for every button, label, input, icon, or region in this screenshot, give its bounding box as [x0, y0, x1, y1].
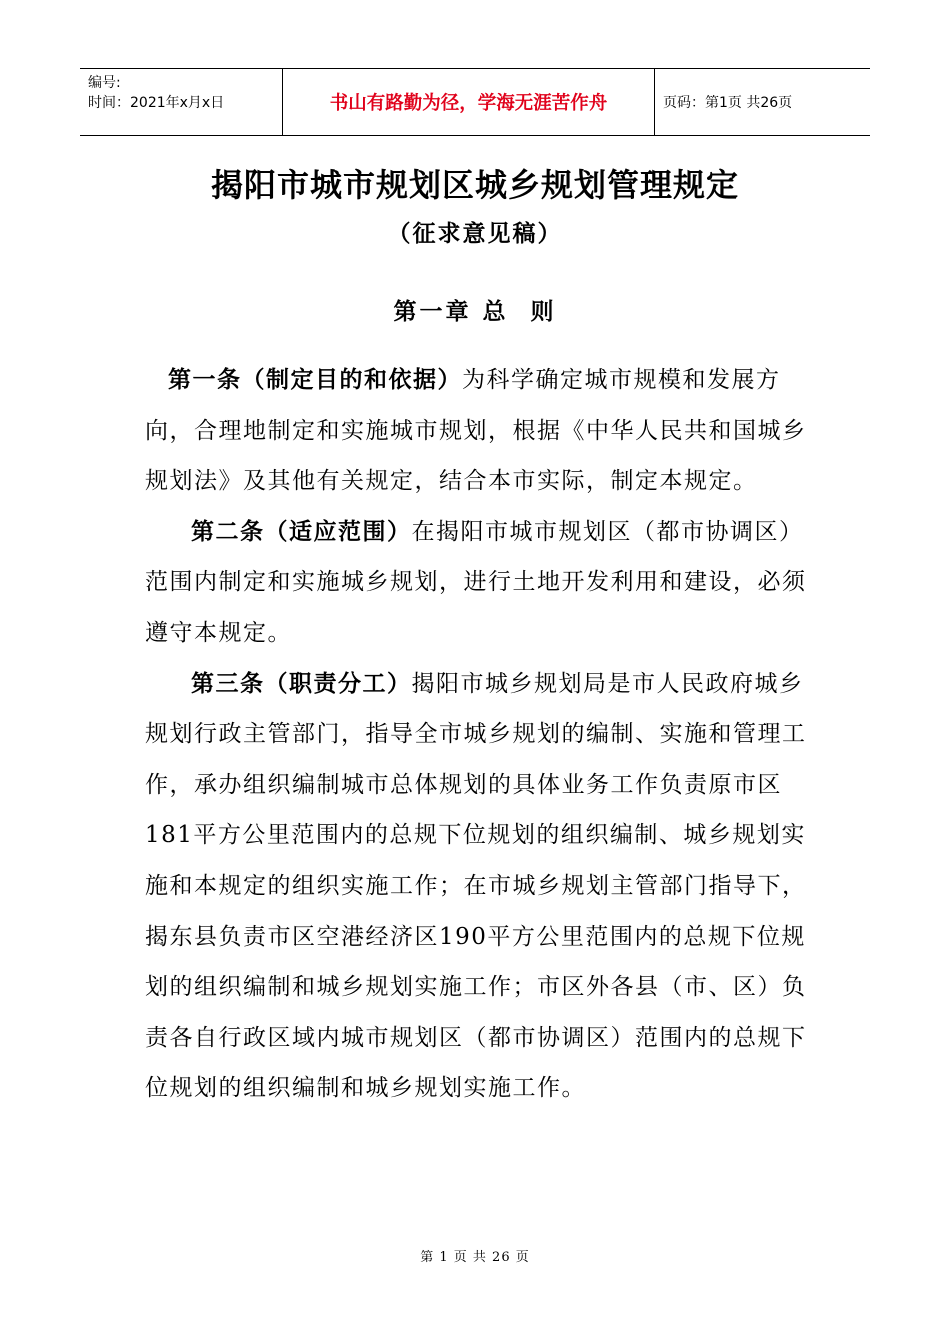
article-heading: 第一条（制定目的和依据） — [168, 367, 462, 393]
article-heading: 第二条（适应范围） — [191, 518, 412, 545]
article-paragraph — [145, 507, 810, 659]
page-header — [80, 68, 870, 136]
document-date: 时间：2021年x月x日 — [88, 95, 225, 111]
header-meta — [80, 69, 282, 135]
article-paragraph — [145, 659, 810, 1114]
document-number-label: 编号: — [88, 75, 121, 91]
document-subtitle: （征求意见稿） — [387, 221, 563, 247]
document-title: 揭阳市城市规划区城乡规划管理规定 — [210, 166, 739, 204]
header-page-number: 页码：第1页 共26页 — [663, 95, 793, 111]
article-text: 在揭阳市城市规划区（都市协调区）范围内制定和实施城乡规划，进行土地开发利用和建设，必须遵守本规定。 — [145, 518, 807, 646]
chapter-heading: 第一章 总 则 — [393, 299, 557, 325]
header-motto: 书山有路勤为径，学海无涯苦作舟 — [282, 69, 655, 135]
article-text: 揭阳市城乡规划局是市人民政府城乡规划行政主管部门，指导全市城乡规划的编制、实施和管理工作，承办组织编制城市总体规划的具体业务工作负责原市区181平方公里范围内的总规下位规划的组织编制、城乡规划实施和本规定的组织实施工作；在市城乡规划主管部门指导下，揭东县负责市区空港经济区190平方公里范围内的总规下位规划的组织编制和城乡规划实施工作；市区外各县（市、区）负责各自行政区域内城市规划区（都市协调区）范围内的总规下位规划的组织编制和城乡规划实施工作。 — [145, 670, 807, 1102]
article-text: 为科学确定城市规模和发展方向，合理地制定和实施城市规划，根据《中华人民共和国城乡规划法》及其他有关规定，结合本市实际，制定本规定。 — [145, 367, 807, 495]
article-paragraph — [145, 355, 810, 507]
page-footer: 第 1 页 共 26 页 — [420, 1250, 530, 1265]
document-body — [145, 355, 810, 1114]
article-heading: 第三条（职责分工） — [191, 670, 412, 697]
